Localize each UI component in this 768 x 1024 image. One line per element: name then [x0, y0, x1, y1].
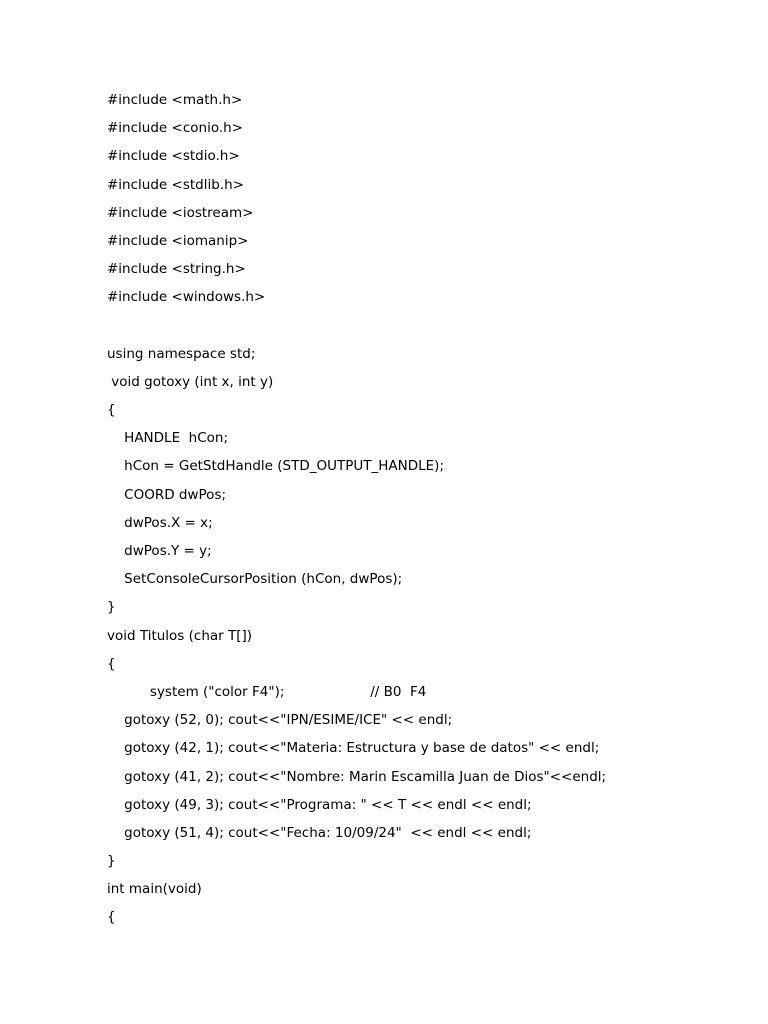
code-line-include-stdio: #include <stdio.h>	[107, 148, 240, 165]
code-line-using-namespace: using namespace std;	[107, 345, 256, 362]
code-line-include-math: #include <math.h>	[107, 92, 243, 108]
code-line-dwpos-y: dwPos.Y = y;	[107, 543, 212, 559]
code-line-get-std-handle: hCon = GetStdHandle (STD_OUTPUT_HANDLE);	[107, 458, 444, 475]
code-line-gotoxy-programa: gotoxy (49, 3); cout<<"Programa: " << T << endl << endl;	[107, 796, 532, 813]
code-line-include-iostream: #include <iostream>	[107, 204, 254, 221]
code-block	[107, 90, 606, 936]
code-line-include-windows: #include <windows.h>	[107, 289, 266, 306]
code-line-gotoxy-fecha: gotoxy (51, 4); cout<<"Fecha: 10/09/24" << endl << endl;	[107, 824, 532, 841]
code-line-main-signature: int main(void)	[107, 881, 202, 898]
code-line-include-conio: #include <conio.h>	[107, 120, 243, 137]
code-line-open-brace: {	[107, 909, 116, 926]
code-line-open-brace: {	[107, 402, 116, 419]
code-line-blank	[107, 316, 606, 344]
code-line-include-iomanip: #include <iomanip>	[107, 232, 249, 249]
code-line-dwpos-x: dwPos.X = x;	[107, 514, 213, 531]
code-line-gotoxy-signature: void gotoxy (int x, int y)	[107, 373, 274, 390]
code-line-close-brace: }	[107, 599, 116, 616]
code-line-include-stdlib: #include <stdlib.h>	[107, 176, 244, 193]
code-line-gotoxy-ipn: gotoxy (52, 0); cout<<"IPN/ESIME/ICE" << endl;	[107, 712, 453, 729]
code-line-set-cursor: SetConsoleCursorPosition (hCon, dwPos);	[107, 571, 403, 588]
code-line-coord-decl: COORD dwPos;	[107, 486, 227, 503]
code-line-handle-decl: HANDLE hCon;	[107, 430, 229, 447]
code-line-include-string: #include <string.h>	[107, 261, 246, 278]
code-line-gotoxy-materia: gotoxy (42, 1); cout<<"Materia: Estructura y base de datos" << endl;	[107, 740, 600, 757]
code-line-gotoxy-nombre: gotoxy (41, 2); cout<<"Nombre: Marin Escamilla Juan de Dios"<<endl;	[107, 768, 607, 785]
code-line-close-brace: }	[107, 853, 116, 870]
code-line-open-brace: {	[107, 655, 116, 672]
code-line-system-color: system ("color F4"); // B0 F4	[107, 683, 427, 700]
code-line-titulos-signature: void Titulos (char T[])	[107, 627, 253, 644]
